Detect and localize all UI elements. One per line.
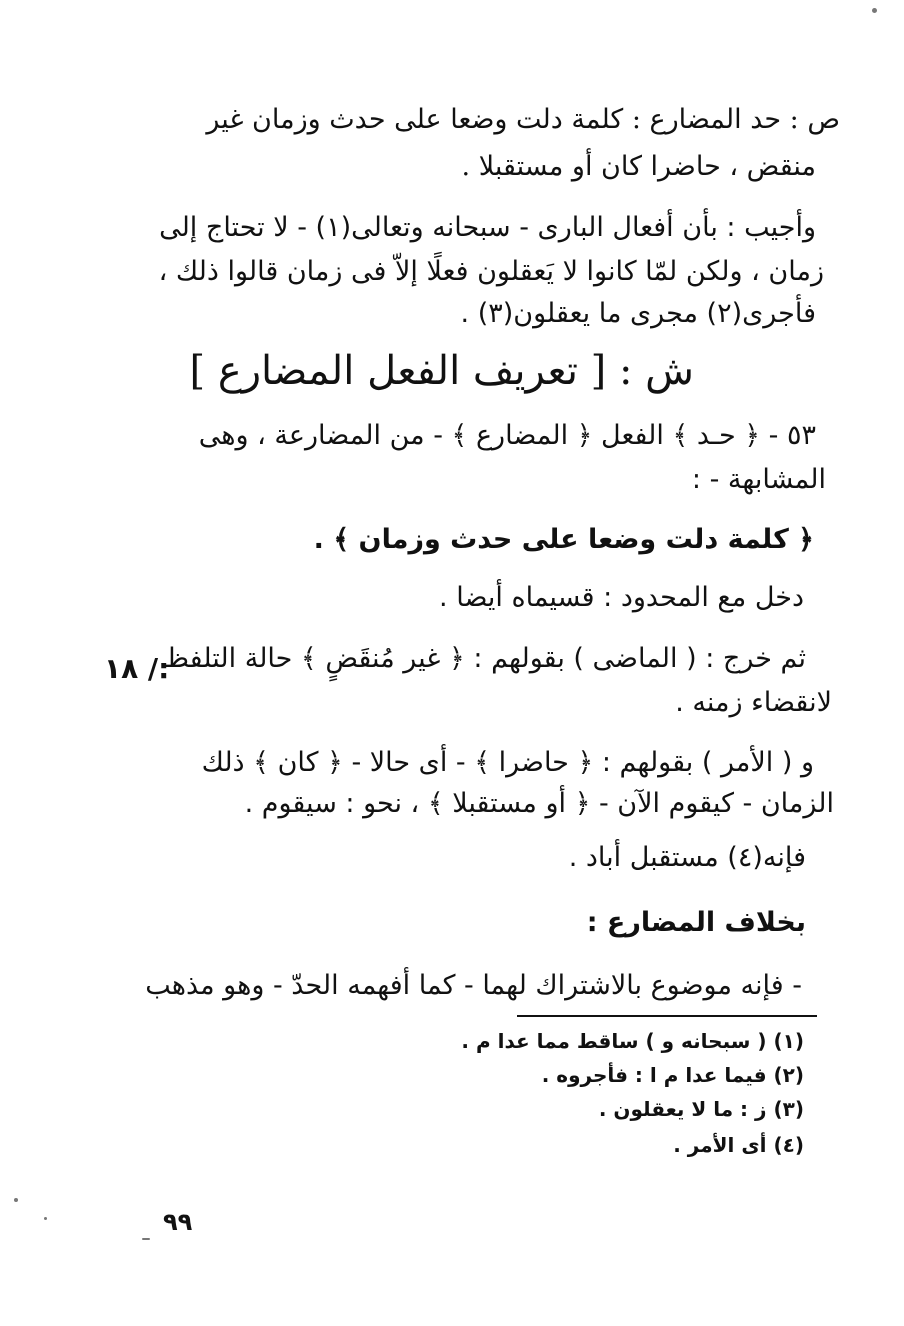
imperative-line-1: و ( الأمر ) بقولهم : ﴿ حاضرا ﴾ - أى حالا - ﴿ كان ﴾ ذلك — [201, 747, 814, 778]
footnote-2: (٢) فيما عدا م ا : فأجروه . — [541, 1063, 804, 1087]
footnote-separator — [517, 1015, 817, 1017]
scan-speck — [872, 8, 877, 13]
excluded-line-2: لانقضاء زمنه . — [675, 687, 832, 718]
contrast-text: - فإنه موضوع بالاشتراك لهما - كما أفهمه الحدّ - وهو مذهب — [145, 970, 802, 1001]
scan-speck — [14, 1198, 18, 1202]
answer-line-3: فأجرى(٢) مجرى ما يعقلون(٣) . — [460, 298, 816, 329]
contrast-heading: بخلاف المضارع : — [586, 907, 806, 938]
excluded-line-1: ثم خرج : ( الماضى ) بقولهم : ﴿ غير مُنقَضٍ ﴾ حالة التلفظ — [164, 643, 806, 674]
quoted-definition-line-1: ص : حد المضارع : كلمة دلت وضعا على حدث وزمان غير — [206, 104, 840, 135]
quoted-definition-line-2: منقض ، حاضرا كان أو مستقبلا . — [461, 151, 816, 182]
item-53-line-2: المشابهة - : — [691, 464, 826, 495]
answer-line-1: وأجيب : بأن أفعال البارى - سبحانه وتعالى(١) - لا تحتاج إلى — [159, 212, 816, 243]
footnote-3: (٣) ز : ما لا يعقلون . — [598, 1097, 804, 1121]
marginal-reference: ١٨ /: — [104, 652, 170, 685]
page-number: ٩٩ — [163, 1208, 193, 1236]
section-title: ش : [ تعريف الفعل المضارع ] — [189, 348, 694, 394]
scan-speck — [44, 1217, 47, 1220]
future-line: فإنه(٤) مستقبل أباد . — [568, 842, 806, 873]
footnote-1: (١) ( سبحانه و ) ساقط مما عدا م . — [461, 1029, 804, 1053]
item-53-line-1: ٥٣ - ﴿ حـد ﴾ الفعل ﴿ المضارع ﴾ - من المضارعة ، وهى — [198, 420, 816, 451]
footnote-4: (٤) أى الأمر . — [673, 1133, 804, 1157]
answer-line-2: زمان ، ولكن لمّا كانوا لا يَعقلون فعلًا إلاّ فى زمان قالوا ذلك ، — [158, 256, 824, 287]
scan-speck — [142, 1238, 150, 1240]
bold-definition: ﴿ كلمة دلت وضعا على حدث وزمان ﴾ . — [313, 524, 814, 555]
included-line: دخل مع المحدود : قسيماه أيضا . — [439, 582, 804, 613]
imperative-line-2: الزمان - كيقوم الآن - ﴿ أو مستقبلا ﴾ ، نحو : سيقوم . — [244, 788, 834, 819]
